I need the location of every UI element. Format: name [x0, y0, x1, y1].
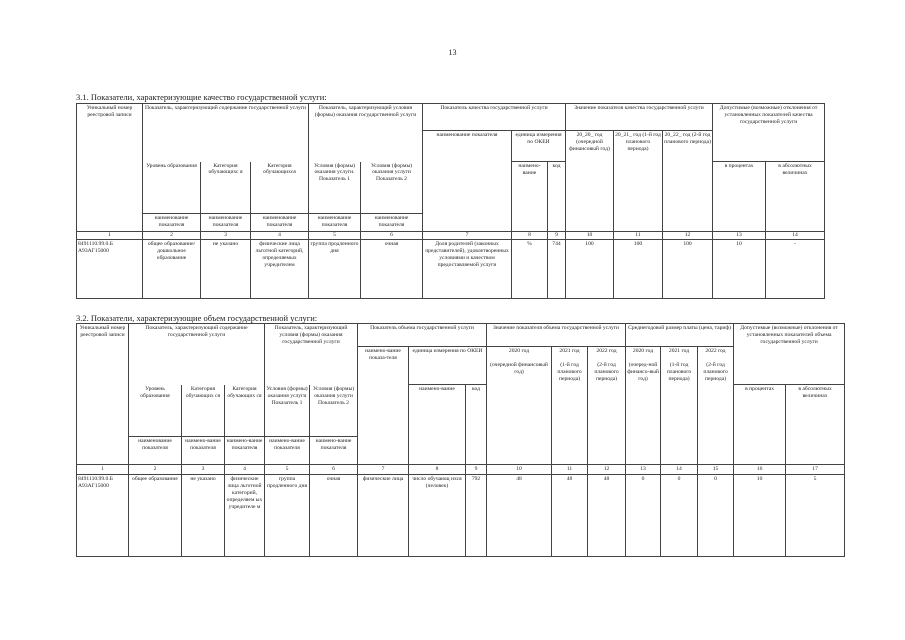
quality-indicator-header: Показатель качества государственной услуги — [423, 104, 566, 131]
period-label: (2-й год планового периода) — [594, 362, 619, 383]
section-3-1-title: 3.1. Показатели, характеризующие качество государственной услуги: — [76, 92, 327, 102]
column-number: 10 — [487, 465, 552, 475]
year-label: 2021 год — [559, 348, 580, 355]
page-number: 13 — [448, 48, 457, 57]
value1-cell: 48 — [487, 475, 552, 557]
section-3-2-title: 3.2. Показатели, характеризующие объем государственной услуги: — [76, 313, 318, 323]
content-header: Показатель, характеризующий содержание государственной услуги — [143, 104, 309, 131]
indicator-name-label: наименование показателя — [201, 214, 251, 232]
column-number: 3 — [182, 465, 225, 475]
level-cell: общее образование — [129, 475, 182, 557]
indicator-name-label: наимено-вание показателя — [182, 437, 225, 465]
column-number: 14 — [766, 232, 825, 240]
fee-2022-header — [698, 347, 734, 465]
column-number: 17 — [786, 465, 845, 475]
value1-cell: 100 — [566, 240, 614, 299]
unit-code-header: код — [466, 385, 487, 465]
level-cell: общее образование/ дошкольное образование — [143, 240, 201, 299]
unit-name-header: наимено-вание — [409, 385, 466, 465]
column-number: 12 — [663, 232, 713, 240]
table-row — [77, 475, 845, 557]
values-header: Значение показателя качества государственной услуги — [566, 104, 713, 131]
year2-header: 20_21_ год (1-й год планового периода) — [614, 131, 663, 232]
category-header: Категория обучающихс я — [201, 162, 251, 214]
year1-header: 20_20_ год (очередной финансовый год) — [566, 131, 614, 232]
regnum-header: Уникальный номер реестровой записи — [77, 324, 129, 465]
content-header: Показатель, характеризующий содержание государственной услуги — [129, 324, 265, 347]
year-label: 2022 год — [596, 348, 617, 355]
deviation-percent-cell: 10 — [734, 475, 786, 557]
condition2-cell: очная — [361, 240, 423, 299]
regnum-cell: 8491110.99.0.Б А93АГ15000 — [77, 240, 143, 299]
deviation-abs-cell: 5 — [786, 475, 845, 557]
table-row — [77, 240, 825, 299]
column-number: 15 — [698, 465, 734, 475]
column-number: 5 — [309, 232, 361, 240]
indicator-name-label: наименование показателя — [251, 214, 309, 232]
column-number: 2 — [129, 465, 182, 475]
indicator-name-label: наимено-вание показателя — [225, 437, 265, 465]
column-number: 3 — [201, 232, 251, 240]
category-cell: не указано — [182, 475, 225, 557]
column-number: 16 — [734, 465, 786, 475]
volume-indicator-header: Показатель объема государственной услуги — [358, 324, 487, 347]
period-label: (2-й год планового периода) — [703, 362, 728, 383]
column-number: 4 — [251, 232, 309, 240]
value2-cell: 100 — [614, 240, 663, 299]
column-number: 9 — [466, 465, 487, 475]
year-label: 2020 год — [632, 348, 654, 355]
column-number: 4 — [225, 465, 265, 475]
column-number: 10 — [566, 232, 614, 240]
year-label: 2022 год — [705, 348, 726, 355]
indicator-cell: физические лица — [358, 475, 409, 557]
indicator-cell: Доля родителей (законных представителей), удовлетворенных условиями и качеством предоставляемой услуги — [423, 240, 512, 299]
column-number: 1 — [77, 232, 143, 240]
deviation-header: Допустимые (возможные) отклонения от установленных показателей объема государственной услуги — [734, 324, 845, 385]
year-2020-header — [487, 347, 552, 465]
value3-cell: 100 — [663, 240, 713, 299]
condition1-cell: группа продленного дня — [309, 240, 361, 299]
value3-cell: 48 — [588, 475, 626, 557]
indicator-name-header: наименование показателя — [423, 131, 512, 232]
column-number: 11 — [614, 232, 663, 240]
quality-table — [76, 103, 825, 299]
condition1-header: Условия (формы) оказания услуги. Показатель 1 — [309, 162, 361, 214]
category-header: Категория обучающих ся — [182, 385, 225, 437]
indicator-name-header: наимено-вание показа-теля — [358, 347, 409, 465]
code-cell: 792 — [466, 475, 487, 557]
indicator-name-label: наименование показателя — [143, 214, 201, 232]
category-cell: не указано — [201, 240, 251, 299]
indicator-name-label: наимено-вание показателя — [310, 437, 358, 465]
column-number: 13 — [626, 465, 661, 475]
column-number: 5 — [265, 465, 310, 475]
year-2021-header — [552, 347, 588, 465]
fee-2021-header — [661, 347, 698, 465]
deviation-percent-cell: 10 — [713, 240, 766, 299]
column-number: 2 — [143, 232, 201, 240]
unit-cell: % — [512, 240, 548, 299]
conditions-header: Показатель, характеризующий условия (формы) оказания государственной услуги — [309, 104, 423, 131]
period-label: (1-й год планового периода) — [666, 362, 692, 383]
indicator-name-label: наимено-вание показателя — [265, 437, 310, 465]
unit-header: единица измерения по ОКЕИ — [512, 131, 566, 162]
year-label: 2020 год — [508, 348, 530, 355]
regnum-header: Уникальный номер реестровой записи — [77, 104, 143, 232]
category2-cell: физические лица льготной категорий, определяемых учредителем — [251, 240, 309, 299]
column-number: 6 — [361, 232, 423, 240]
condition2-cell: очная — [310, 475, 358, 557]
category2-cell: физические лица льготной категорий, определяем ых учредителе м — [225, 475, 265, 557]
conditions-header: Показатель, характеризующий условия (формы) оказания государственной услуги — [265, 324, 358, 347]
column-number: 14 — [661, 465, 698, 475]
category2-header: Категория обучающих ся — [225, 385, 265, 437]
column-number: 8 — [512, 232, 548, 240]
deviation-abs-cell: - — [766, 240, 825, 299]
year-label: 2021 год — [668, 348, 690, 355]
code-cell: 744 — [548, 240, 566, 299]
category2-header: Категория обучающихся — [251, 162, 309, 214]
volume-table — [76, 323, 845, 557]
year3-header: 20_22_ год (2-й год планового периода) — [663, 131, 713, 232]
fee-header: Среднегодовой размер платы (цена, тариф) — [626, 324, 734, 347]
deviation-percent-header: в процентах — [734, 385, 786, 465]
unit-name-header: наимено-вание — [512, 162, 548, 232]
column-number: 12 — [588, 465, 626, 475]
deviation-percent-header: в процентах — [713, 162, 766, 232]
column-number: 1 — [77, 465, 129, 475]
level-header: Уровень образования — [143, 162, 201, 214]
column-number: 11 — [552, 465, 588, 475]
condition1-cell: группа продленного дня — [265, 475, 310, 557]
period-label: (1-й год планового периода) — [557, 362, 582, 383]
fee2-cell: 0 — [661, 475, 698, 557]
unit-code-header: код — [548, 162, 566, 232]
unit-cell: число обучающ ихся (человек) — [409, 475, 466, 557]
values-header: Значение показателя объема государственной услуги — [487, 324, 626, 347]
unit-header: единица измерения по ОКЕИ — [409, 347, 487, 385]
value2-cell: 48 — [552, 475, 588, 557]
indicator-name-label: наименование показателя — [309, 214, 361, 232]
condition2-header: Условия (формы) оказания услуги Показатель 2 — [310, 385, 358, 437]
column-number: 7 — [358, 465, 409, 475]
column-number: 13 — [713, 232, 766, 240]
column-number: 9 — [548, 232, 566, 240]
indicator-name-label: наименование показателя — [129, 437, 182, 465]
deviation-abs-header: в абсолютных величинах — [766, 162, 825, 232]
column-number: 8 — [409, 465, 466, 475]
period-label: (очеред-ной финансо-вый год) — [627, 362, 659, 383]
period-label: (очередной финансовый год) — [490, 362, 548, 376]
column-number: 6 — [310, 465, 358, 475]
indicator-name-label: наименование показателя — [361, 214, 423, 232]
fee1-cell: 0 — [626, 475, 661, 557]
regnum-cell: 8491110.99.0.Б А93АГ15000 — [77, 475, 129, 557]
condition2-header: Условия (формы) оказания услуги Показатель 2 — [361, 162, 423, 214]
column-number: 7 — [423, 232, 512, 240]
condition1-header: Условия (формы) оказания услуги Показатель 1 — [265, 385, 310, 437]
deviation-header: Допустимые (возможные) отклонения от установленных показателей качества государственной услуги — [713, 104, 825, 162]
deviation-abs-header: в абсолютных величинах — [786, 385, 845, 465]
level-header: Уровень образования — [129, 385, 182, 437]
fee3-cell: 0 — [698, 475, 734, 557]
fee-2020-header — [626, 347, 661, 465]
year-2022-header — [588, 347, 626, 465]
